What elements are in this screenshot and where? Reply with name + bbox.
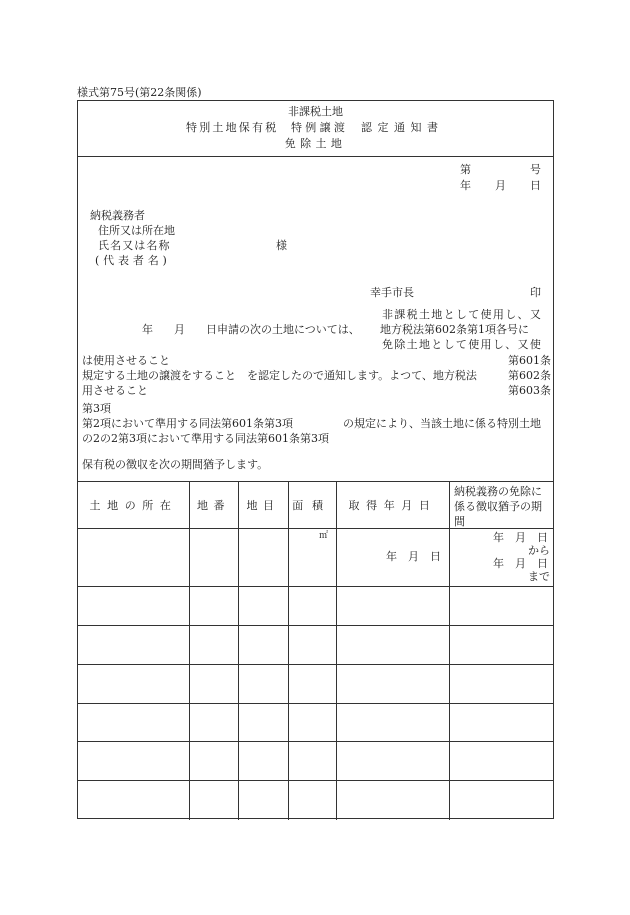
doc-no-suffix: 号 xyxy=(530,163,541,176)
issuer-seal: 印 xyxy=(530,286,541,299)
acq-date-placeholder: 年 月 日 xyxy=(386,550,441,563)
period-to: まで xyxy=(528,570,550,583)
period-from-date: 年 月 日 xyxy=(493,531,548,544)
body-choice1-c: 免除土地として使用し、又使 xyxy=(382,338,543,351)
date-day: 日 xyxy=(530,179,541,192)
title-main3: 認定通知書 xyxy=(361,121,444,134)
taxpayer-heading: 納税義務者 xyxy=(90,209,145,222)
period-from: から xyxy=(528,544,550,557)
body-date-text: 日申請の次の土地については、 xyxy=(206,323,360,336)
date-month: 月 xyxy=(495,179,506,192)
period-to-date: 年 月 日 xyxy=(493,557,548,570)
th-lot-number: 地番 xyxy=(197,498,230,512)
title-main: 特別土地保有税 xyxy=(186,121,279,134)
body-line-b-right: 第602条 xyxy=(508,369,551,382)
body-choice1-a: 非課税土地として使用し、又 xyxy=(382,308,543,321)
title-main2: 特例譲渡 xyxy=(291,121,349,134)
taxpayer-honorific: 様 xyxy=(276,239,287,252)
body-line-d: 第3項 xyxy=(82,402,111,415)
th-area: 面積 xyxy=(292,498,332,512)
body-line-b: 規定する土地の譲渡をすること を認定したので通知します。よつて、地方税法 xyxy=(82,369,477,382)
body-line-c-right: 第603条 xyxy=(508,384,551,397)
th-location: 土地の所在 xyxy=(89,498,178,512)
body-line-a-right: 第601条 xyxy=(508,354,551,367)
body-line-e: 第2項において準用する同法第601条第3項 xyxy=(82,417,293,430)
body-choice1-b: 地方税法第602条第1項各号に xyxy=(380,323,529,336)
taxpayer-representative: (代表者名) xyxy=(95,254,171,267)
title-bottom: 免除土地 xyxy=(284,137,347,150)
taxpayer-address: 住所又は所在地 xyxy=(98,224,175,237)
body-date-month: 月 xyxy=(174,323,185,336)
th-acquisition-date: 取得年月日 xyxy=(348,498,437,512)
body-line-g: 保有税の徴収を次の期間猶予します。 xyxy=(82,458,269,471)
body-line-c: 用させること xyxy=(82,384,148,397)
body-line-e-right: の規定により、当該土地に係る特別土地 xyxy=(343,417,541,430)
date-year: 年 xyxy=(460,179,471,192)
body-date-year: 年 xyxy=(142,323,153,336)
title-top: 非課税土地 xyxy=(288,105,343,118)
taxpayer-name: 氏名又は名称 xyxy=(98,239,171,252)
th-deferral-period: 納税義務の免除に係る徴収猶予の期間 xyxy=(454,485,542,528)
doc-no-label: 第 xyxy=(460,163,471,176)
th-land-category: 地目 xyxy=(246,498,280,512)
body-line-f: の2の2第3項において準用する同法第601条第3項 xyxy=(82,432,329,445)
area-unit: ㎡ xyxy=(319,531,329,541)
form-number: 様式第75号(第22条関係) xyxy=(77,86,202,99)
issuer-name: 幸手市長 xyxy=(370,286,414,299)
body-line-a: は使用させること xyxy=(82,354,170,367)
form-frame xyxy=(77,100,554,819)
